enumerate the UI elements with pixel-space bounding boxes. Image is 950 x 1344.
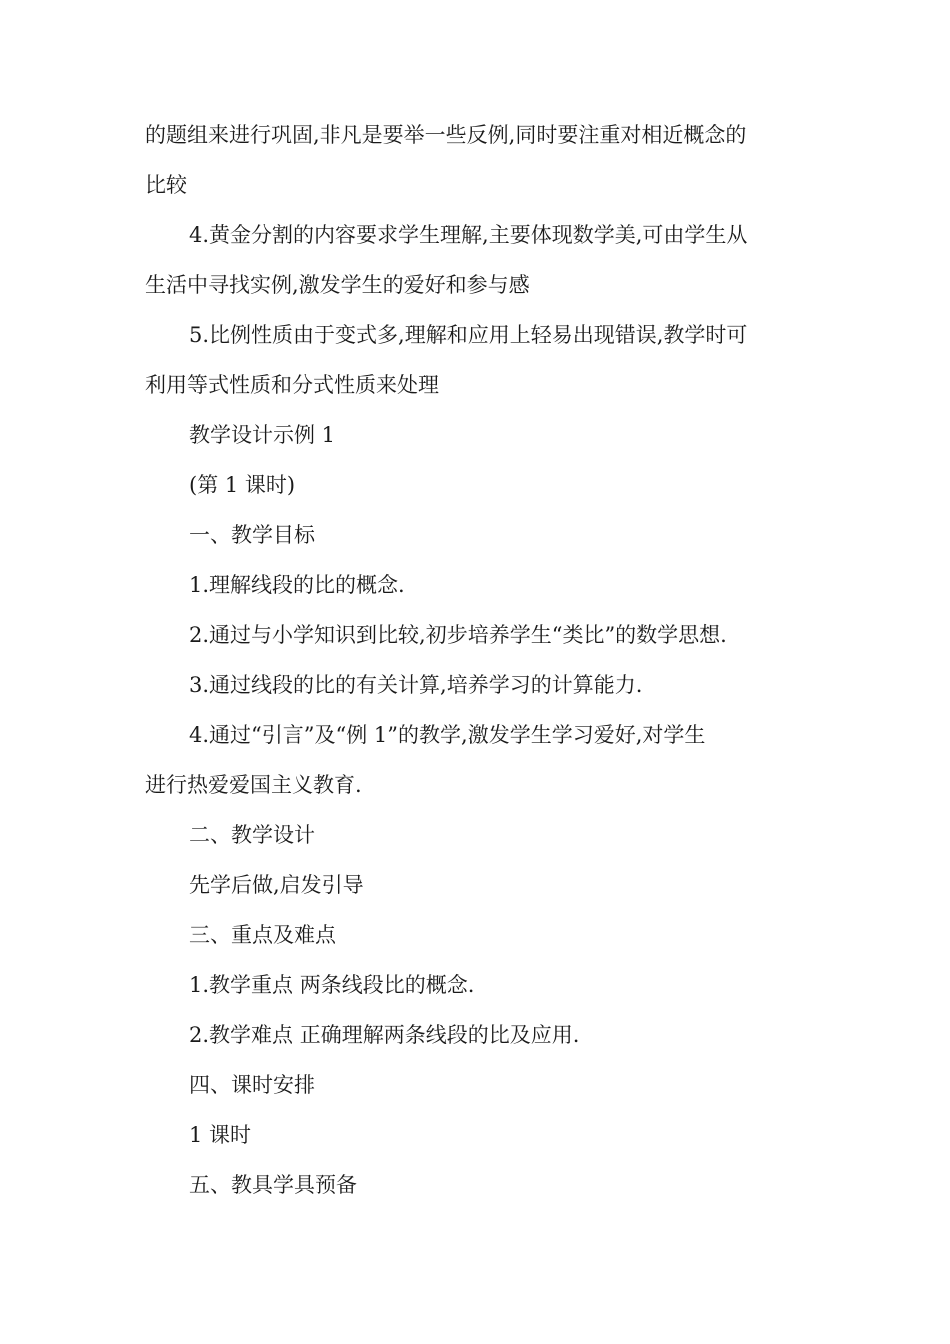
heading-teaching-goals: 一、教学目标 (189, 523, 315, 547)
document-body (145, 110, 810, 1210)
heading-teaching-design: 二、教学设计 (189, 823, 315, 847)
heading-key-points: 三、重点及难点 (189, 923, 336, 947)
paragraph-line: 比较 (145, 173, 187, 197)
paragraph-line: 1 课时 (189, 1123, 252, 1147)
paragraph-line: 进行热爱爱国主义教育. (145, 773, 362, 797)
paragraph-line: 生活中寻找实例,激发学生的爱好和参与感 (145, 273, 530, 297)
list-item: 2.通过与小学知识到比较,初步培养学生“类比”的数学思想. (189, 623, 727, 647)
paragraph-line: 利用等式性质和分式性质来处理 (145, 373, 439, 397)
section-title: 教学设计示例 1 (189, 423, 336, 447)
paragraph-line: 先学后做,启发引导 (189, 873, 364, 897)
heading-schedule: 四、课时安排 (189, 1073, 315, 1097)
heading-materials: 五、教具学具预备 (189, 1173, 357, 1197)
paragraph-line: 的题组来进行巩固,非凡是要举一些反例,同时要注重对相近概念的 (145, 123, 747, 147)
lesson-label: (第 1 课时) (189, 473, 296, 497)
list-item: 3.通过线段的比的有关计算,培养学习的计算能力. (189, 673, 643, 697)
paragraph-line: 4.黄金分割的内容要求学生理解,主要体现数学美,可由学生从 (189, 223, 748, 247)
list-item: 2.教学难点 正确理解两条线段的比及应用. (189, 1023, 580, 1047)
list-item: 4.通过“引言”及“例 1”的教学,激发学生学习爱好,对学生 (189, 723, 706, 747)
paragraph-line: 5.比例性质由于变式多,理解和应用上轻易出现错误,教学时可 (189, 323, 748, 347)
list-item: 1.教学重点 两条线段比的概念. (189, 973, 475, 997)
list-item: 1.理解线段的比的概念. (189, 573, 405, 597)
